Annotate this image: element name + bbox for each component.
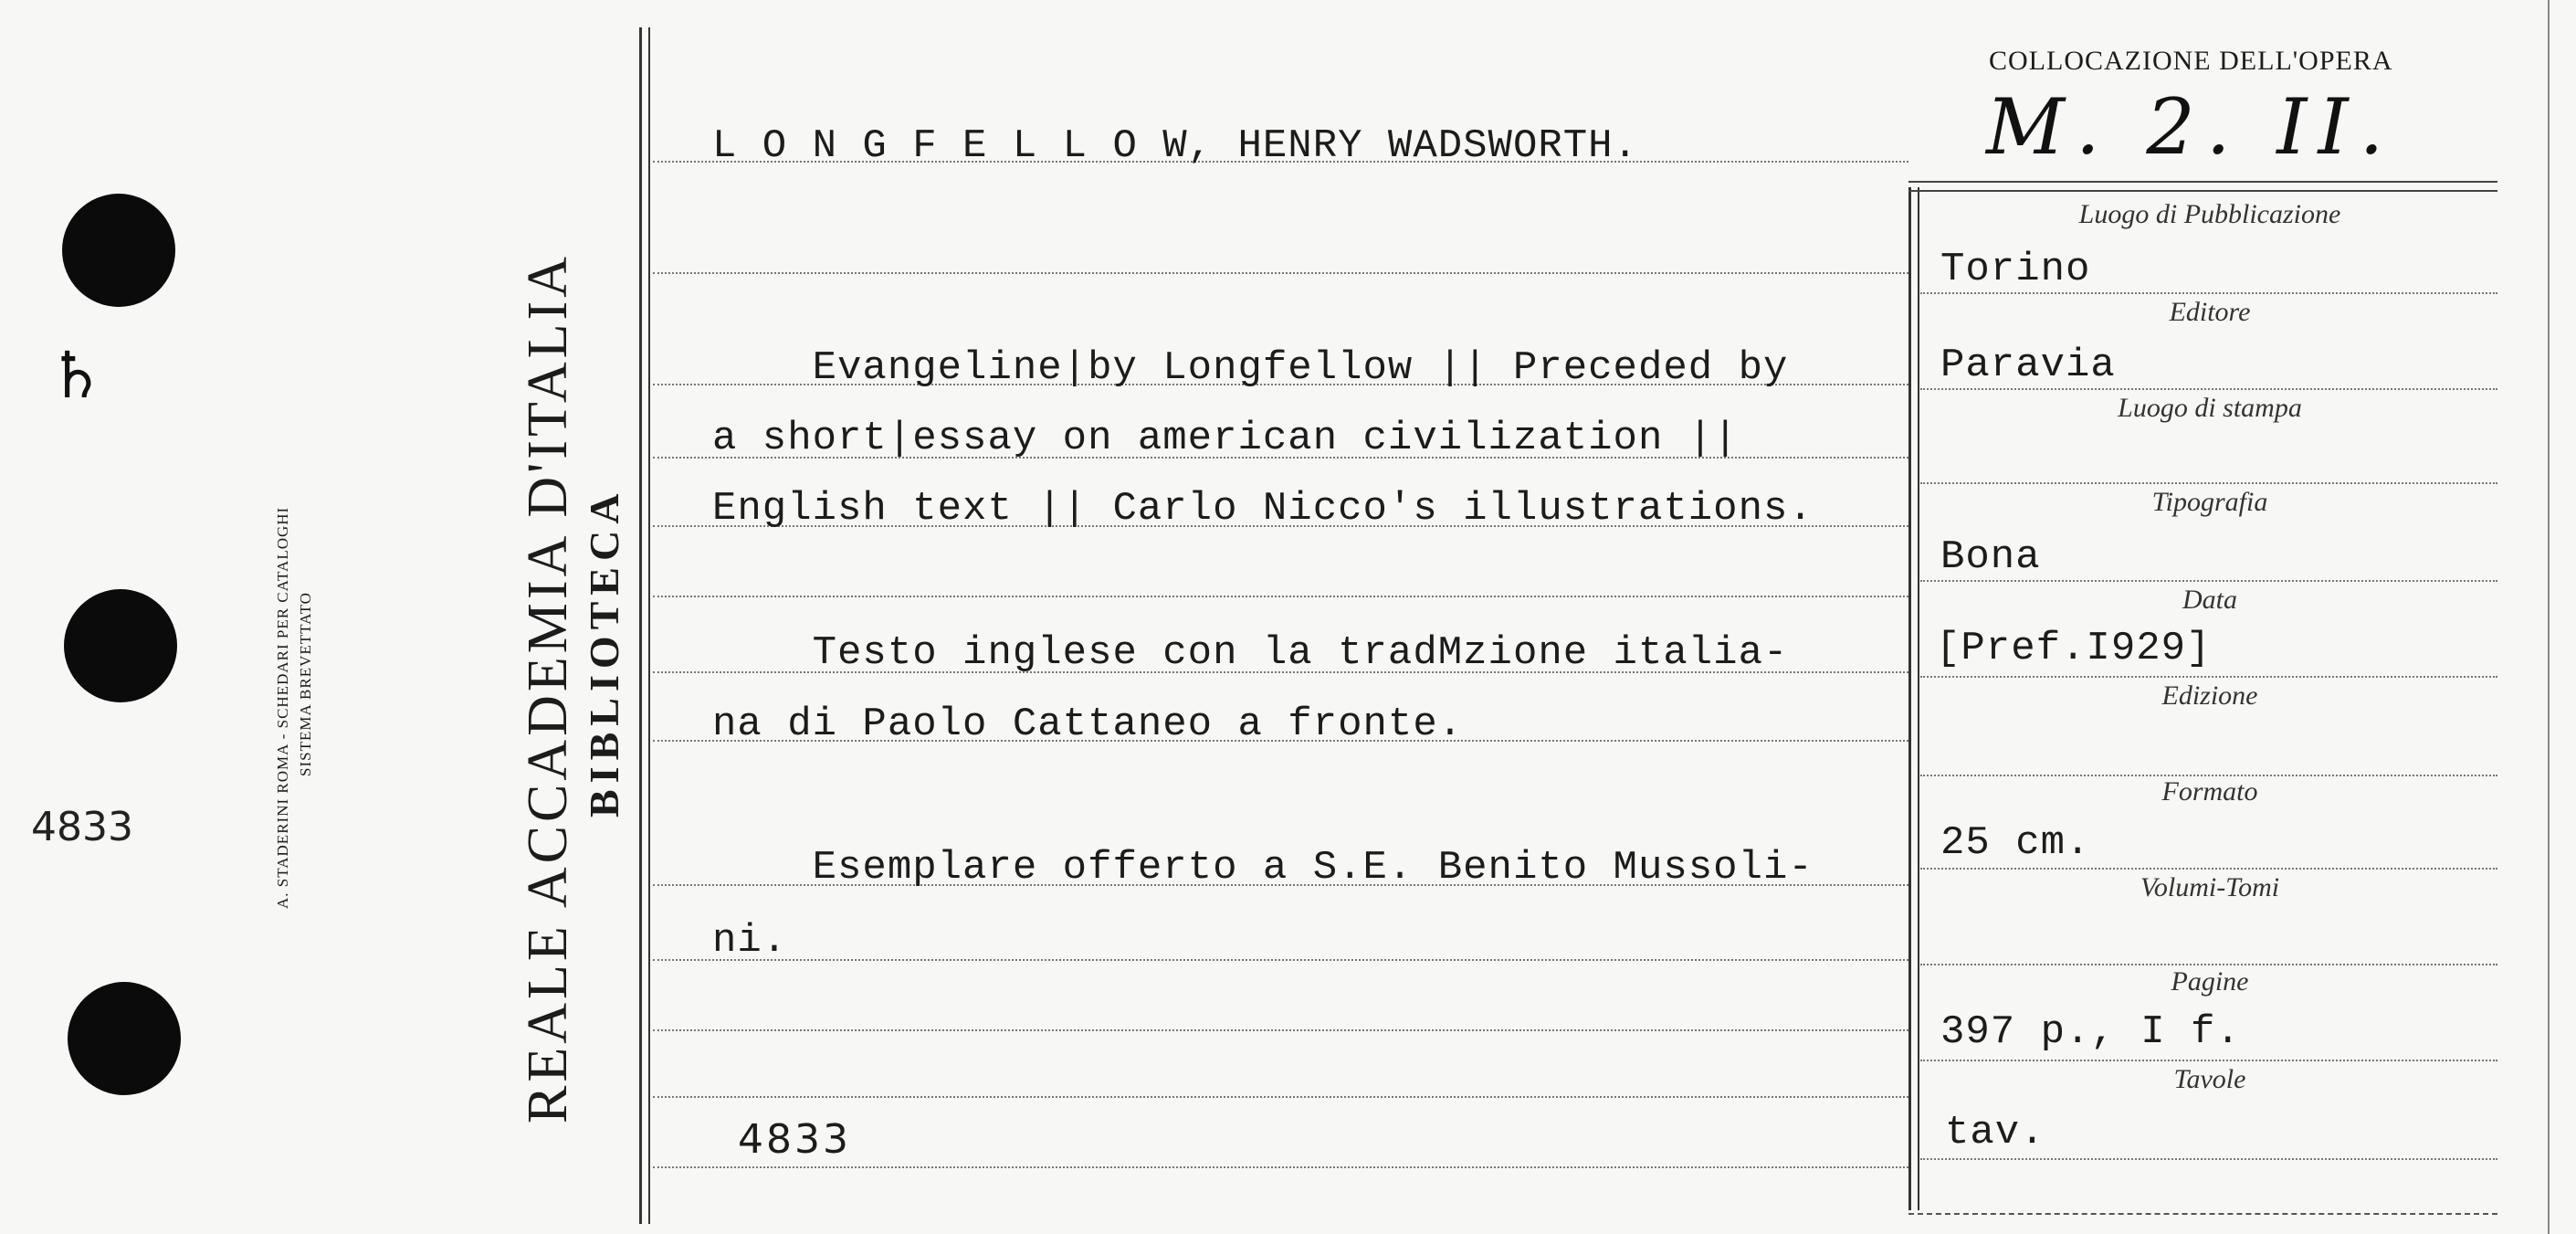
note-line-2: na di Paolo Cattaneo a fronte. <box>712 701 1464 747</box>
printer-imprint-line2: SISTEMA BREVETTATO <box>297 592 314 776</box>
right-panel-border <box>1908 187 1911 1210</box>
title-line-2: a short|essay on american civilization || <box>712 416 1739 461</box>
right-panel-top-rule-2 <box>1908 190 2497 192</box>
main-rule <box>653 596 1908 597</box>
main-rule <box>653 1096 1908 1098</box>
field-rule <box>1920 292 2497 294</box>
field-label: Tavole <box>2173 1064 2246 1094</box>
field-rule <box>1920 964 2497 965</box>
main-rule <box>653 272 1908 274</box>
field-value: 25 cm. <box>1940 820 2091 866</box>
field-rule <box>1920 482 2497 484</box>
printer-imprint-line1: A. STADERINI ROMA - SCHEDARI PER CATALOGHI <box>274 506 291 909</box>
field-rule <box>1920 868 2497 870</box>
field-value: Bona <box>1940 534 2041 580</box>
field-label: Data <box>2182 585 2237 615</box>
field-rule <box>1920 388 2497 390</box>
institution-name: REALE ACCADEMIA D'ITALIA <box>517 253 579 1123</box>
field-label: Volumi-Tomi <box>2140 872 2280 902</box>
field-label: Luogo di stampa <box>2118 393 2302 423</box>
punch-hole-middle <box>64 589 177 702</box>
field-rule <box>1920 580 2497 582</box>
field-label: Pagine <box>2171 966 2249 997</box>
field-value: [Pref.I929] <box>1936 626 2212 671</box>
field-rule <box>1920 1060 2497 1061</box>
field-rule <box>1920 676 2497 678</box>
field-value: 397 p., I f. <box>1940 1009 2241 1055</box>
institution-department: BIBLIOTECA <box>581 487 627 817</box>
left-border-line <box>639 27 642 1224</box>
field-label: Editore <box>2169 297 2251 327</box>
main-rule <box>653 1166 1908 1168</box>
title-line-1: Evangeline|by Longfellow || Preceded by <box>712 345 1789 391</box>
field-value: Paravia <box>1940 343 2116 388</box>
field-rule <box>1920 1158 2497 1160</box>
margin-number: 4833 <box>31 804 133 850</box>
inventory-number: 4833 <box>738 1116 851 1163</box>
main-rule <box>653 1029 1908 1031</box>
field-label: Formato <box>2161 776 2258 807</box>
field-label: Tipografia <box>2151 487 2268 517</box>
main-rule <box>653 959 1908 961</box>
handwritten-mark: ♄ <box>47 338 105 413</box>
note-line-1: Testo inglese con la tradMzione italia- <box>712 630 1789 676</box>
left-border-line-inner <box>648 27 650 1224</box>
note-line-3: Esemplare offerto a S.E. Benito Mussoli- <box>712 845 1814 891</box>
field-value: tav. <box>1945 1110 2045 1155</box>
title-line-3: English text || Carlo Nicco's illustrations. <box>712 486 1814 532</box>
field-label: Luogo di Pubblicazione <box>2078 199 2341 229</box>
author-heading: L O N G F E L L O W, HENRY WADSWORTH. <box>712 123 1638 169</box>
note-line-4: ni. <box>712 918 788 964</box>
field-value: Torino <box>1940 247 2091 292</box>
punch-hole-bottom <box>68 982 181 1095</box>
right-panel-top-rule <box>1908 181 2497 183</box>
shelfmark: M. 2. II. <box>1986 82 2395 172</box>
punch-hole-top <box>62 194 175 307</box>
right-edge-line <box>2548 0 2550 1234</box>
collocation-heading: COLLOCAZIONE DELL'OPERA <box>1989 46 2393 76</box>
bottom-rule <box>1908 1213 2497 1215</box>
field-label: Edizione <box>2161 680 2258 711</box>
